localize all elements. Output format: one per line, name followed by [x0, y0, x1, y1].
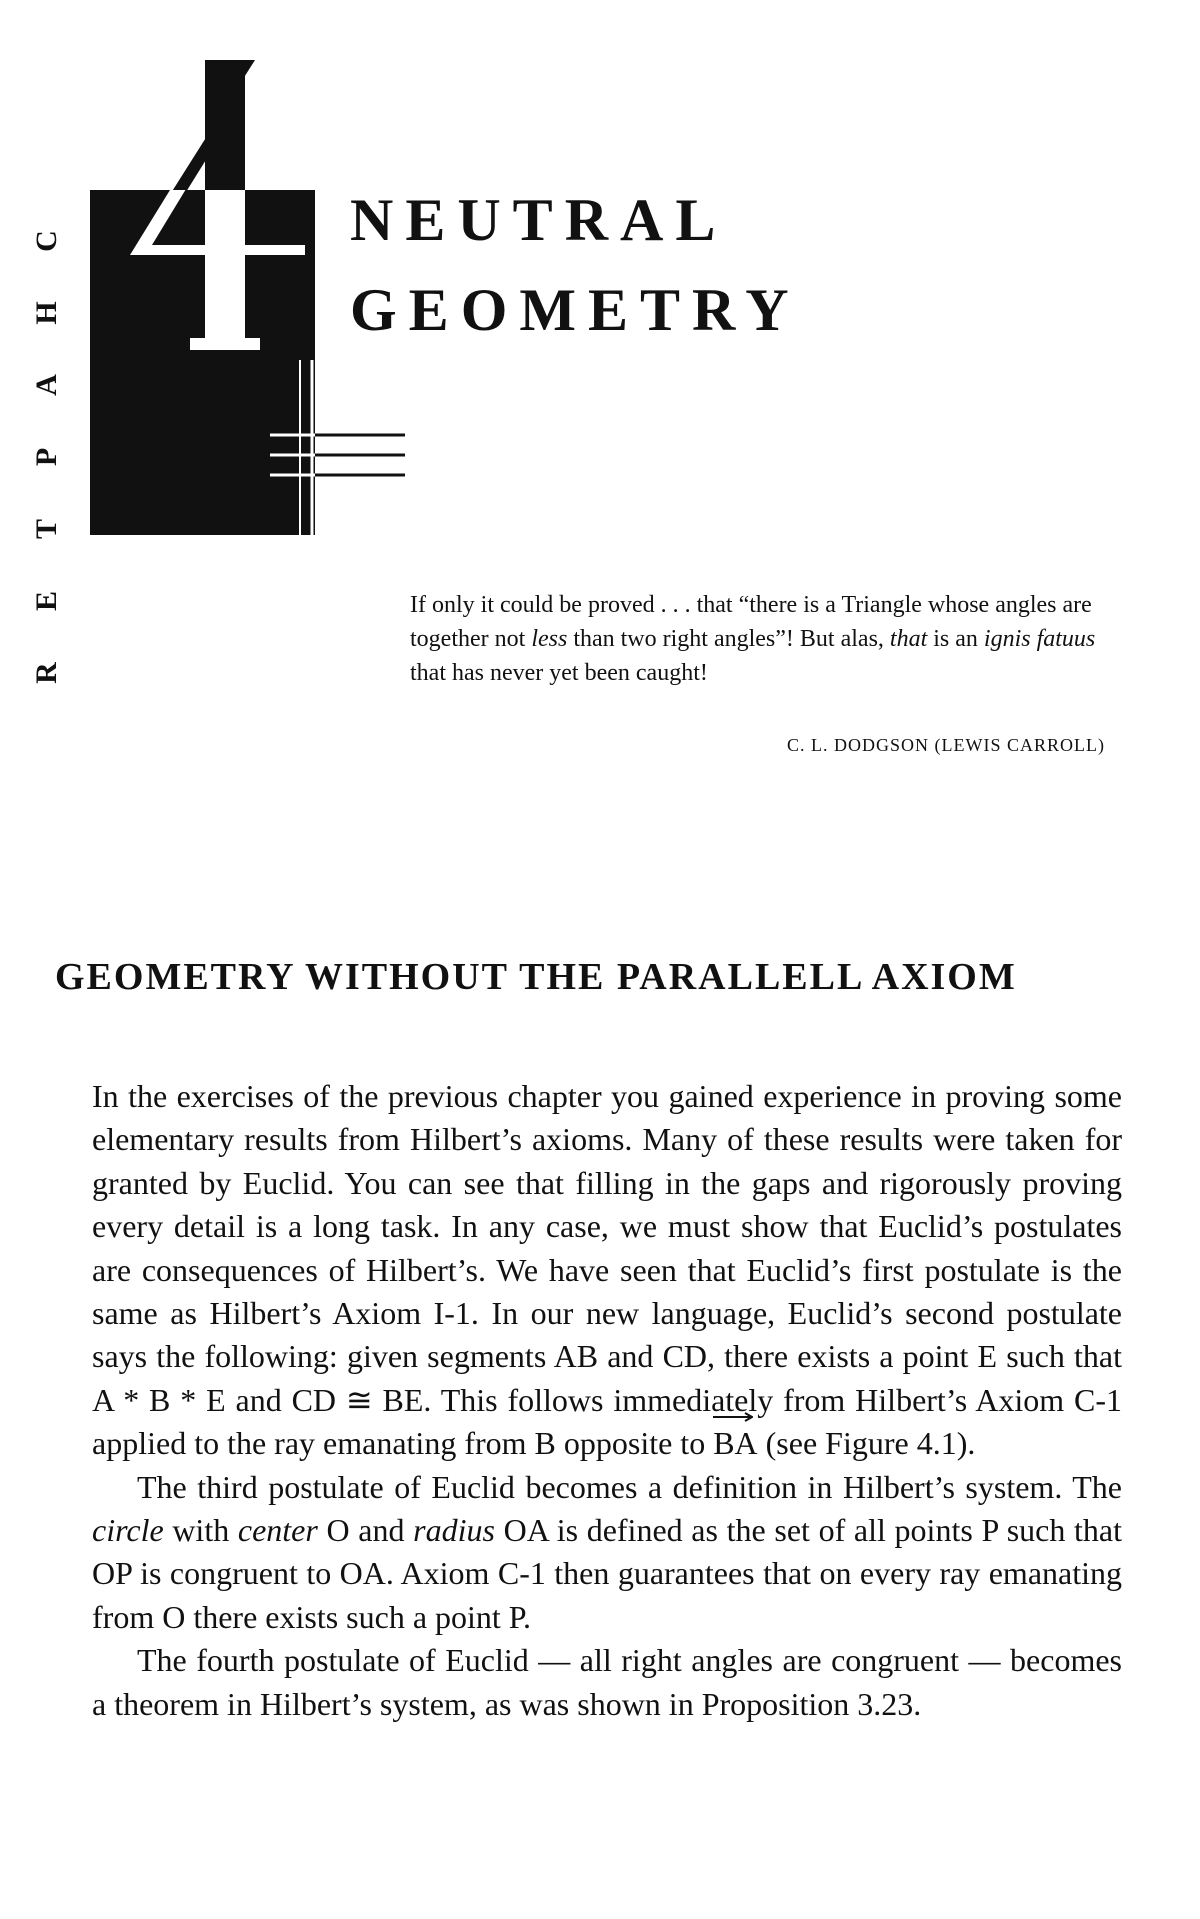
quote-emphasis: ignis fatuus: [983, 626, 1096, 652]
paragraph-text: OA is defined as the set of all points P such that OP is congruent to OA. Axiom C-1 then guarantees that on every ray emanating from O there exists such a point P.: [92, 1512, 1123, 1635]
quote-text: that has never yet been caught!: [410, 660, 708, 686]
ray-notation: [713, 1422, 757, 1465]
paragraph: [92, 1075, 1122, 1466]
chapter-title: [350, 175, 801, 355]
ray-label: BA: [713, 1425, 758, 1462]
chapter-title-line: NEUTRAL: [350, 187, 728, 253]
chapter-letter: A: [30, 374, 63, 396]
chapter-letter: P: [30, 447, 63, 467]
paragraph: The fourth postulate of Euclid — all right angles are congruent — becomes a theorem in Hilbert’s system, as was shown in Proposition 3.23.: [92, 1642, 1122, 1722]
term-emphasis: radius: [413, 1512, 495, 1549]
chapter-letter: T: [30, 519, 63, 540]
chapter-letter: H: [30, 301, 63, 325]
quote-emphasis: less: [531, 626, 568, 652]
quote-text: is an: [927, 626, 984, 652]
chapter-vertical-label: [30, 205, 88, 709]
chapter-letter: R: [30, 662, 63, 684]
section-heading: GEOMETRY WITHOUT THE PARALLELL AXIOM: [55, 956, 1017, 998]
paragraph-text: (see Figure 4.1).: [757, 1425, 976, 1462]
term-emphasis: circle: [92, 1512, 164, 1549]
chapter-letter: E: [30, 591, 63, 612]
emblem-black-block: [90, 190, 315, 535]
chapter-letter: C: [30, 230, 63, 252]
quote-emphasis: that: [889, 626, 928, 652]
epigraph-attribution: C. L. DODGSON (LEWIS CARROLL): [787, 735, 1105, 755]
chapter-title-line: GEOMETRY: [350, 277, 801, 343]
body-text: [92, 1075, 1122, 1726]
quote-text: If only it could be proved . . . that “there is a Triangle whose angles are together not: [410, 592, 1092, 652]
paragraph-text: O and: [317, 1512, 414, 1549]
epigraph-quote: [410, 588, 1110, 690]
ray-arrow-icon: [713, 1412, 753, 1422]
paragraph-text: with: [163, 1512, 238, 1549]
paragraph: [92, 1466, 1122, 1640]
paragraph-text: In the exercises of the previous chapter you gained experience in proving some elementary results from Hilbert’s axioms. Many of these results were taken for granted by Euclid. You can see that filling in the gaps and rigorously proving every detail is a long task. In any case, we must show that Euclid’s postulates are consequences of Hilbert’s. We have seen that Euclid’s first postulate is the same as Hilbert’s Axiom I-1. In our new language, Euclid’s second postulate says the following: given segments AB and CD, there exists a point E such that A * B * E and CD ≅ BE. This follows immediately from Hilbert’s Axiom C-1 applied to the ray emanating from B opposite to: [92, 1078, 1122, 1462]
quote-text: than two right angles”! But alas,: [567, 626, 890, 652]
term-emphasis: center: [237, 1512, 318, 1549]
paragraph-text: The third postulate of Euclid becomes a definition in Hilbert’s system. The: [137, 1468, 1122, 1505]
